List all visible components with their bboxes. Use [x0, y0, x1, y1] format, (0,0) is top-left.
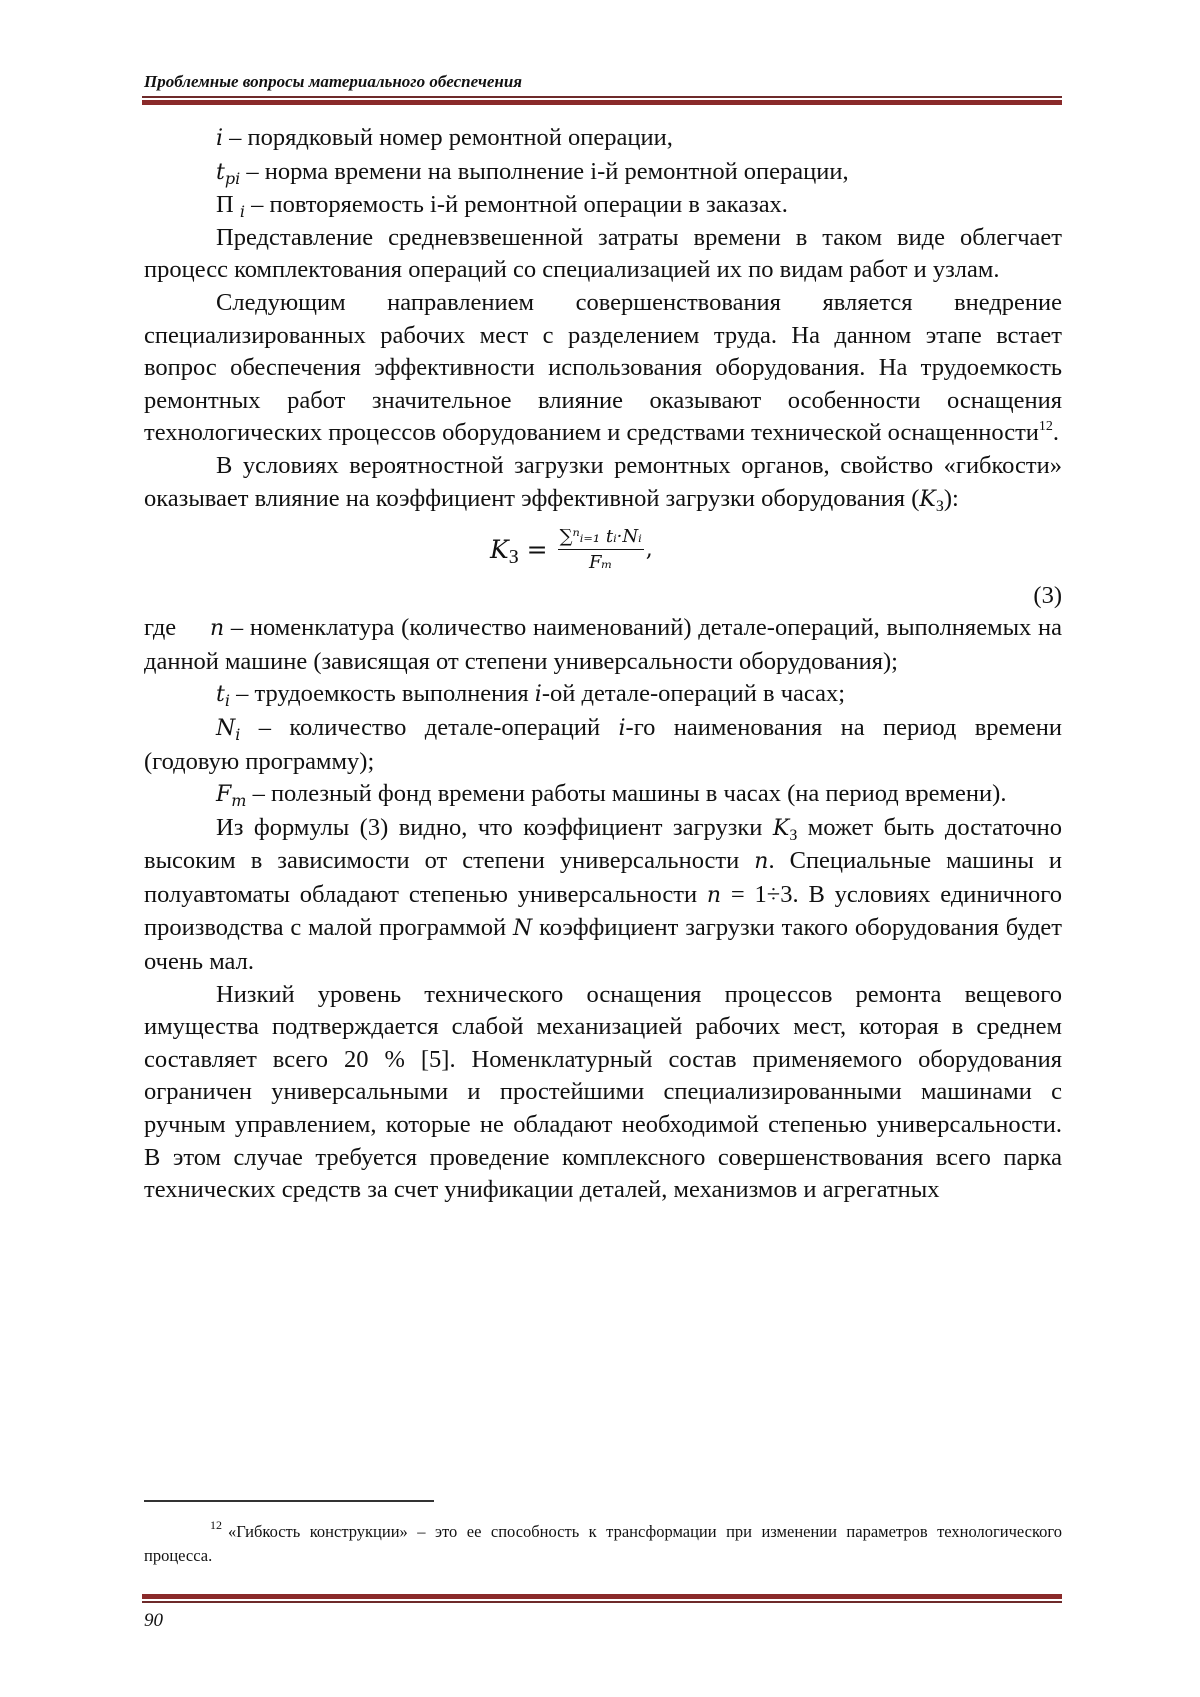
- page-body: [144, 122, 1062, 1207]
- formula-3: $K_З$ = $\frac{\text{∑ⁿᵢ₌₁ tᵢ·Nᵢ}}{\text{Fₘ}}$ , (3): [490, 526, 1062, 610]
- where-fm: $F_m$ – полезный фонд времени работы машины в часах (на период времени).: [216, 780, 1007, 811]
- equation-number: (3): [1033, 582, 1062, 610]
- definition-pi: П $_i$ – повторяемость i-й ремонтной операции в заказах.: [216, 191, 788, 222]
- footnote: $^{12}$ «Гибкость конструкции» – это ее способность к трансформации при изменении параметров технологического процесса.: [144, 1518, 1062, 1565]
- formula-lhs: $K_З$ =: [490, 535, 548, 569]
- paragraph-2: Следующим направлением совершенствования является внедрение специализированных рабочих мест с разделением труда. На данном этапе встает вопрос обеспечения эффективности использования оборудования. На трудоемкость ремонтных работ значительное влияние оказывают особенности оснащения технологических процессов оборудованием и средствами технической оснащенности$^{12}$.: [144, 288, 1062, 447]
- footnote-separator: [144, 1500, 434, 1502]
- page-number: 90: [144, 1610, 163, 1631]
- footer-rule-thin: [142, 1601, 1062, 1603]
- page-header-title: Проблемные вопросы материального обеспечения: [144, 72, 523, 91]
- definition-i: i – порядковый номер ремонтной операции,: [216, 124, 673, 151]
- formula-numerator: ∑ⁿᵢ₌₁ tᵢ·Nᵢ: [558, 526, 644, 550]
- definition-tpi: $t_{pi}$ – норма времени на выполнение i-й ремонтной операции,: [216, 157, 849, 188]
- where-ni: $N_i$ – количество детале-операций i-го наименования на период времени (годовую программу);: [144, 713, 1062, 775]
- header-rule-thin: [142, 96, 1062, 98]
- footer-rule-thick: [142, 1594, 1062, 1599]
- where-ti: $t_i$ – трудоемкость выполнения i-ой детале-операций в часах;: [216, 680, 845, 711]
- paragraph-1: Представление средневзвешенной затраты времени в таком виде облегчает процесс комплектования операций со специализацией их по видам работ и узлам.: [144, 223, 1062, 284]
- formula-denominator: Fₘ: [588, 552, 613, 574]
- where-n: где n – номенклатура (количество наименований) детале-операций, выполняемых на данной машине (зависящая от степени универсальности оборудования);: [144, 614, 1063, 675]
- paragraph-3: В условиях вероятностной загрузки ремонтных органов, свойство «гибкости» оказывает влияние на коэффициент эффективной загрузки оборудования $(K_З)$:: [144, 451, 1062, 515]
- paragraph-4: Из формулы (3) видно, что коэффициент загрузки $K_З$ может быть достаточно высоким в зависимости от степени универсальности n. Специальные машины и полуавтоматы обладают степенью универсальности n = 1÷3. В условиях единичного производства с малой программой N коэффициент загрузки такого оборудования будет очень мал.: [144, 813, 1063, 976]
- formula-fraction: [558, 526, 644, 573]
- footnote-ref: 12: [1038, 419, 1053, 435]
- paragraph-5: Низкий уровень технического оснащения процессов ремонта вещевого имущества подтверждается слабой механизацией рабочих мест, которая в среднем составляет всего 20 % [5]. Номенклатурный состав применяемого оборудования ограничен универсальными и простейшими специализированными машинами с ручным управлением, которые не обладают необходимой степенью универсальности. В этом случае требуется проведение комплексного совершенствования всего парка технических средств за счет унификации деталей, механизмов и агрегатных: [144, 980, 1062, 1204]
- header-rule-thick: [142, 100, 1062, 105]
